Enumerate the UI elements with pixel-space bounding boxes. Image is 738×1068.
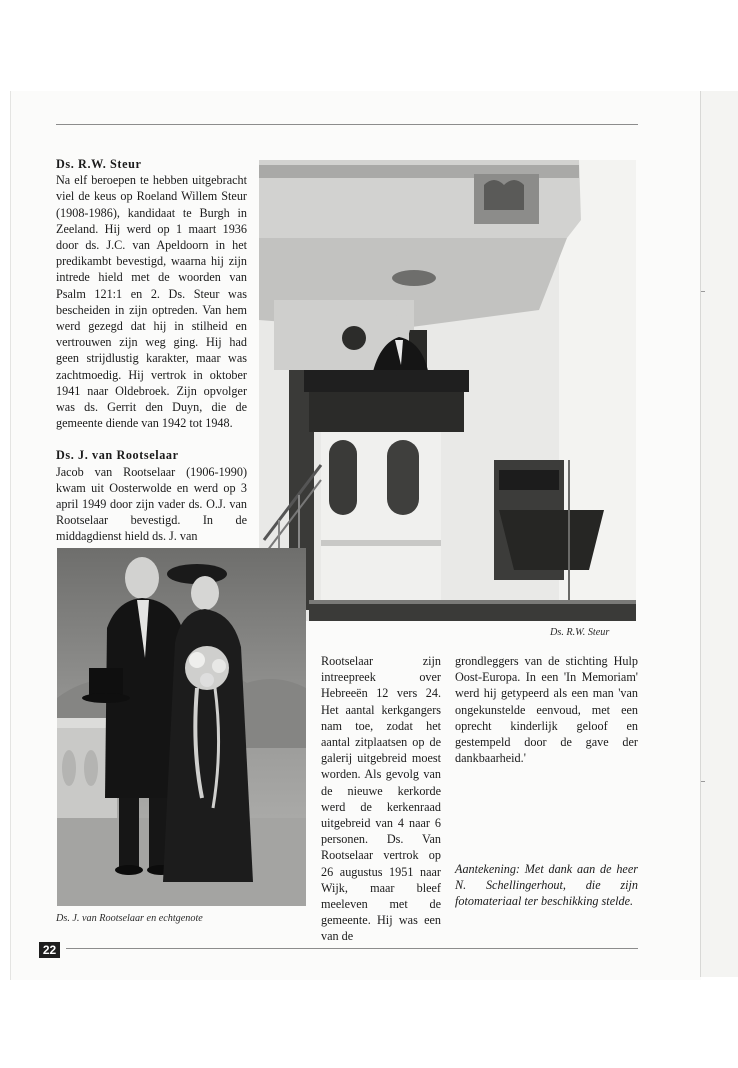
pulpit-photo-caption: Ds. R.W. Steur (550, 627, 610, 638)
middle-text-column (321, 653, 441, 945)
right-text-column (455, 653, 638, 766)
page-number: 22 (39, 942, 60, 958)
right-paragraph: grondleggers van de stichting Hulp Oost-Europa. In een 'In Memoriam' werd hij getypeerd als een man 'van ongekunstelde eenvoud, met een oprecht kinderlijk geloof en gestempeld door de gave der dankbaarheid.' (455, 654, 638, 766)
adjacent-page-edge (700, 91, 738, 977)
bottom-rule (66, 948, 638, 949)
middle-paragraph: Rootselaar zijn intreepreek over Hebreeën 12 vers 24. Het aantal kerkgangers nam toe, zodat het aantal zitplaatsen op de galerij uitgebreid moest worden. Als gevolg van de nieuwe kerkorde werd de kerkenraad uitgebreid van 4 naar 6 personen. Ds. Van Rootselaar vertrok op 26 augustus 1951 naar Wijk, maar bleef meeleven met de gemeente. Hij was een van de (321, 654, 441, 944)
top-rule (56, 124, 638, 125)
couple-photo (57, 548, 306, 906)
couple-photo-caption: Ds. J. van Rootselaar en echtgenote (56, 913, 203, 924)
edge-tick (701, 291, 705, 292)
acknowledgement-note: Aantekening: Met dank aan de heer N. Schellingerhout, die zijn fotomateriaal ter beschikking stelde. (455, 862, 638, 909)
steur-paragraph: Na elf beroepen te hebben uitgebracht viel de keus op Roeland Willem Steur (1908-1986), kandidaat te Burgh in Zeeland. Hij werd op 1 maart 1936 door ds. J.C. van Apeldoorn in het predikambt bevestigd, waarna hij zijn intrede hield met de woorden van Psalm 121:1 en 2. Ds. Steur was bescheiden in zijn optreden. Van hem werd gezegd dat hij in stilheid en vertrouwen zijn weg ging. Hij had geen strijdlustig karakter, maar was zachtmoedig. Hij vertrok in oktober 1941 naar Oldebroek. Zijn opvolger was ds. Gerrit den Duyn, die de gemeente diende van 1942 tot 1948. (56, 173, 247, 431)
rootselaar-paragraph: Jacob van Rootselaar (1906-1990) kwam uit Oosterwolde en werd op 3 april 1949 door zijn vader ds. O.J. van Rootselaar bevestigd. In de middagdienst hield ds. J. van (56, 464, 247, 544)
left-text-column (56, 156, 247, 545)
edge-tick (701, 781, 705, 782)
steur-heading: Ds. R.W. Steur (56, 157, 142, 171)
rootselaar-heading: Ds. J. van Rootselaar (56, 448, 179, 463)
pulpit-photo (259, 160, 636, 621)
